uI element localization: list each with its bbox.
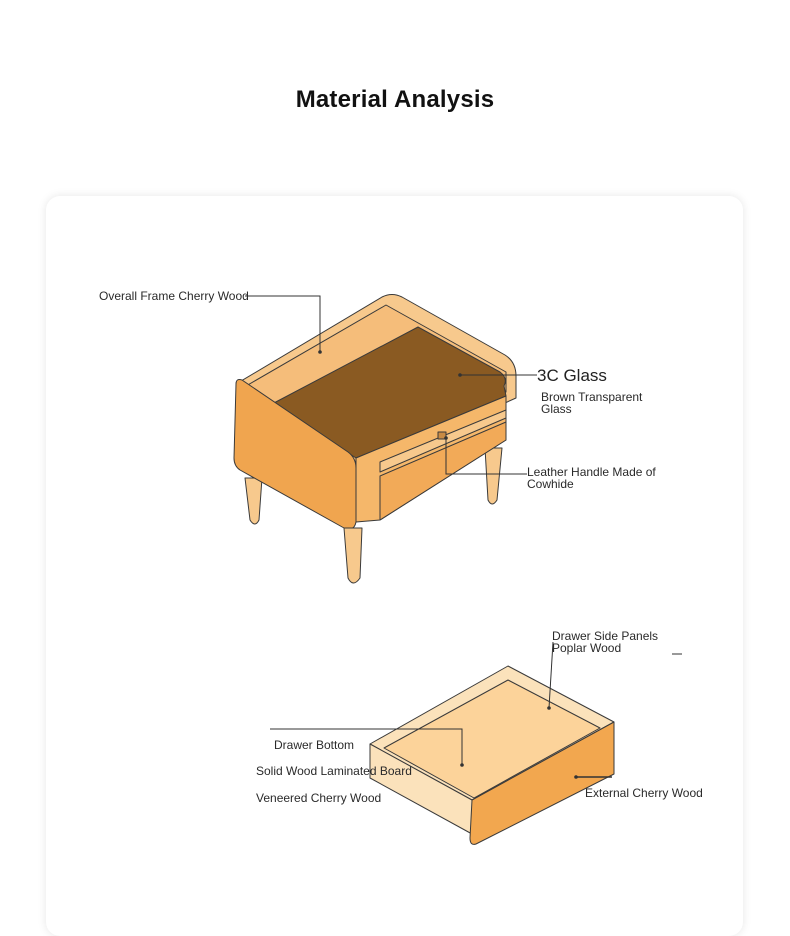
label-external: External Cherry Wood [585,786,703,800]
label-veneered: Veneered Cherry Wood [256,791,382,805]
front-leg [344,528,362,583]
back-right-leg [485,448,502,504]
label-overall-frame: Overall Frame Cherry Wood [99,289,249,303]
label-drawer-side: Drawer Side Panels Poplar Wood [552,629,659,655]
label-leather-handle: Leather Handle Made of Cowhide [527,465,656,491]
back-left-leg [245,478,262,524]
label-glass-desc: Brown Transparent Glass [541,390,643,416]
drawer [370,666,614,844]
page-title: Material Analysis [295,86,495,113]
label-3c-glass: 3C Glass [537,366,607,385]
nightstand [234,295,516,584]
label-solid-wood: Solid Wood Laminated Board [256,764,412,778]
label-drawer-bottom: Drawer Bottom [274,738,355,752]
